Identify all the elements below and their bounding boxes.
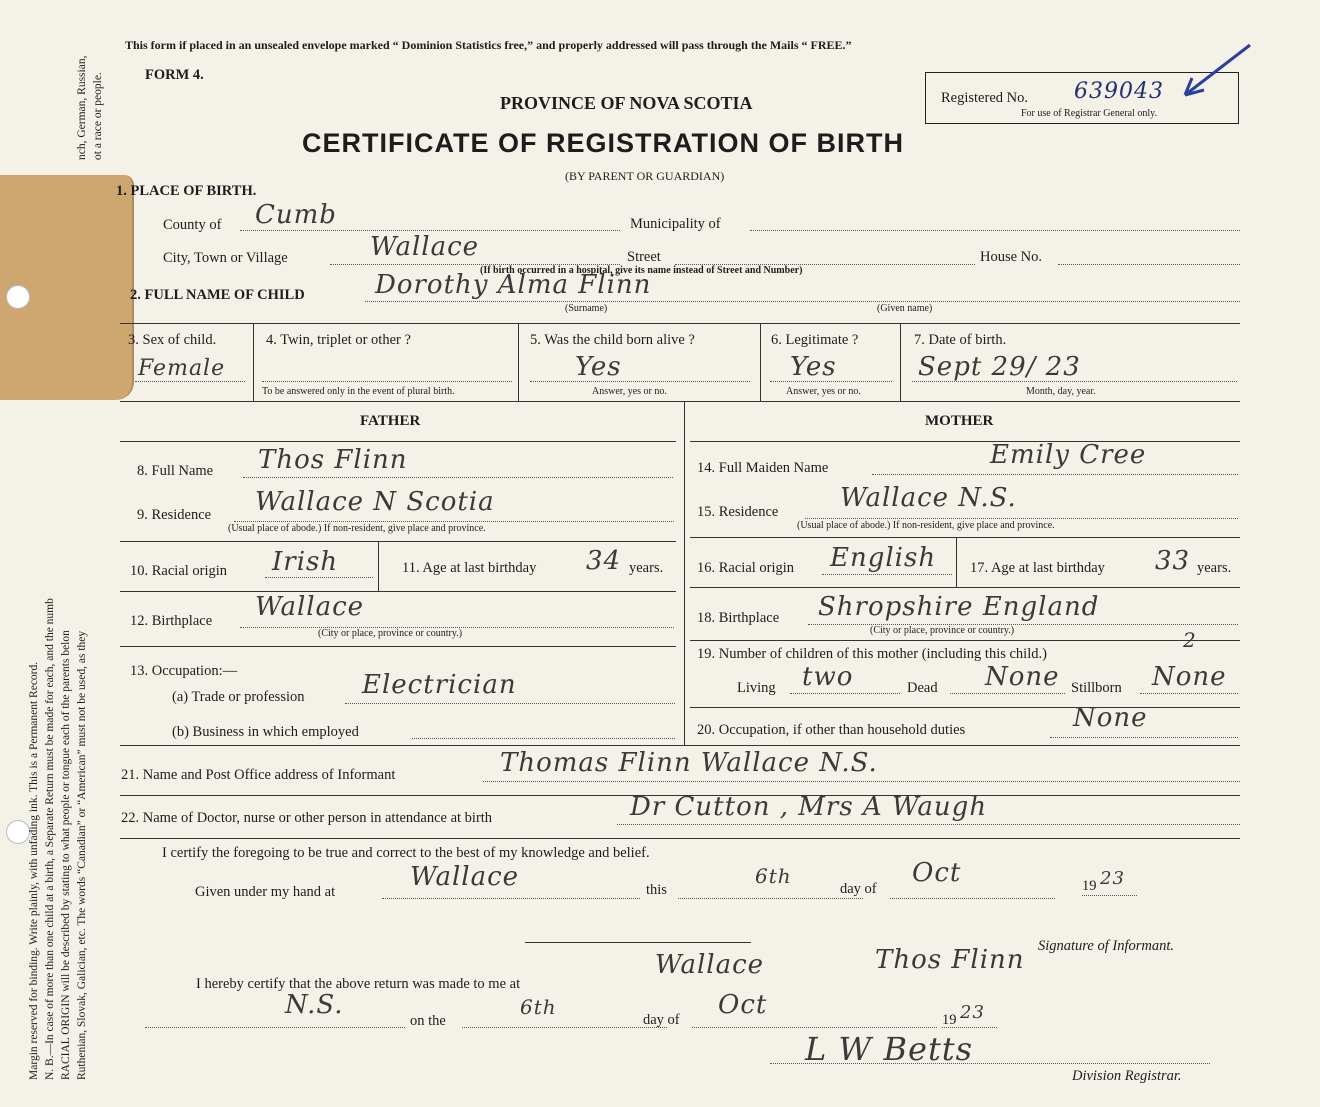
alive-note: Answer, yes or no. xyxy=(592,386,667,397)
twin-line xyxy=(262,381,512,382)
dob-value: Sept 29/ 23 xyxy=(918,352,1081,382)
registrar-place-value: Wallace xyxy=(655,950,765,980)
registrar-place2-value: N.S. xyxy=(285,990,344,1020)
mother-dead-value: None xyxy=(985,662,1060,692)
child-name-value: Dorothy Alma Flinn xyxy=(375,270,652,300)
mother-age-divider xyxy=(956,537,957,587)
legitimate-label: 6. Legitimate ? xyxy=(771,332,859,348)
registrar-day-of-label: day of xyxy=(643,1012,680,1028)
registrar-year-prefix: 19 xyxy=(942,1012,957,1028)
father-age-rule xyxy=(120,591,676,592)
given-day-of-label: day of xyxy=(840,881,877,897)
given-day-line xyxy=(678,898,863,899)
given-name-note: (Given name) xyxy=(877,303,933,314)
mother-children-rule xyxy=(690,707,1240,708)
side-note-4: Ruthenian, Slovak, Galician, etc. The words “Canadian” or “American” must not be used, as they xyxy=(76,630,88,1080)
mother-racial-label: 16. Racial origin xyxy=(697,560,795,576)
registered-label: Registered No. xyxy=(941,90,1028,106)
mother-birthplace-value: Shropshire England xyxy=(818,592,1100,622)
father-name-label: 8. Full Name xyxy=(137,463,214,479)
twin-note: To be answered only in the event of plural birth. xyxy=(262,386,455,397)
certificate-title: CERTIFICATE OF REGISTRATION OF BIRTH xyxy=(302,128,904,158)
registered-number: 639043 xyxy=(1074,79,1164,104)
mother-birthplace-rule xyxy=(690,640,1240,641)
informant-line xyxy=(483,781,1240,782)
legitimate-note: Answer, yes or no. xyxy=(786,386,861,397)
father-age-unit: years. xyxy=(629,560,664,576)
county-line xyxy=(240,230,620,231)
registrar-year-line xyxy=(942,1027,997,1028)
given-place-line xyxy=(382,898,640,899)
father-residence-value: Wallace N Scotia xyxy=(255,487,495,517)
given-month-line xyxy=(890,898,1055,899)
father-racial-label: 10. Racial origin xyxy=(130,563,228,579)
hospital-note: (If birth occurred in a hospital, give its name instead of Street and Number) xyxy=(480,265,803,276)
county-label: County of xyxy=(163,217,222,233)
registrar-year-value: 23 xyxy=(960,1002,985,1023)
signature-label: Signature of Informant. xyxy=(1038,938,1175,954)
mother-residence-value: Wallace N.S. xyxy=(840,483,1017,513)
father-trade-label: (a) Trade or profession xyxy=(172,689,305,705)
registrar-statement: I hereby certify that the above return was made to me at xyxy=(196,976,521,992)
dob-label: 7. Date of birth. xyxy=(914,332,1007,348)
registrar-label: Division Registrar. xyxy=(1072,1068,1182,1084)
legitimate-value: Yes xyxy=(790,352,837,382)
registrar-on-the-label: on the xyxy=(410,1013,446,1029)
mother-name-value: Emily Cree xyxy=(990,440,1147,470)
father-res-rule xyxy=(120,541,676,542)
doctor-bottom-rule xyxy=(120,838,1240,839)
side-note-top-2: ot a race or people. xyxy=(92,72,104,160)
mother-name-label: 14. Full Maiden Name xyxy=(697,460,829,476)
father-birthplace-rule xyxy=(120,646,676,647)
doctor-value: Dr Cutton , Mrs A Waugh xyxy=(630,792,988,822)
punch-hole-2 xyxy=(6,820,30,844)
this-label: this xyxy=(646,882,667,898)
informant-label: 21. Name and Post Office address of Informant xyxy=(121,767,396,783)
mother-occupation-value: None xyxy=(1073,703,1148,733)
registrar-month-line xyxy=(692,1027,937,1028)
mother-children-label: 19. Number of children of this mother (including this child.) xyxy=(697,646,1047,662)
father-occupation-label: 13. Occupation:— xyxy=(130,663,238,679)
city-label: City, Town or Village xyxy=(163,250,288,266)
given-month-value: Oct xyxy=(912,858,962,888)
row3-divider-4 xyxy=(900,323,901,401)
informant-value: Thomas Flinn Wallace N.S. xyxy=(500,748,878,778)
city-value: Wallace xyxy=(370,232,480,262)
given-day-value: 6th xyxy=(755,864,792,888)
certify-statement: I certify the foregoing to be true and correct to the best of my knowledge and belief. xyxy=(162,845,650,861)
father-heading: FATHER xyxy=(360,413,421,429)
street-label: Street xyxy=(627,249,661,265)
father-business-label: (b) Business in which employed xyxy=(172,724,359,740)
dob-note: Month, day, year. xyxy=(1026,386,1096,397)
alive-line xyxy=(530,381,750,382)
father-name-value: Thos Flinn xyxy=(258,445,408,475)
given-year-line xyxy=(1082,895,1137,896)
given-year-value: 23 xyxy=(1100,868,1125,889)
father-racial-value: Irish xyxy=(272,547,339,577)
registrar-general-note: For use of Registrar General only. xyxy=(1021,108,1157,119)
mother-age-value: 33 xyxy=(1155,546,1191,576)
mother-res-rule xyxy=(690,537,1240,538)
house-line xyxy=(1058,264,1240,265)
father-residence-note: (Usual place of abode.) If non-resident, give place and province. xyxy=(228,523,486,534)
mother-living-value: two xyxy=(802,662,854,692)
father-residence-label: 9. Residence xyxy=(137,507,212,523)
given-year-prefix: 19 xyxy=(1082,878,1097,894)
twin-label: 4. Twin, triplet or other ? xyxy=(266,332,411,348)
mother-stillborn-value: None xyxy=(1152,662,1227,692)
father-residence-line xyxy=(234,521,674,522)
mother-racial-line xyxy=(822,574,952,575)
surname-note: (Surname) xyxy=(565,303,608,314)
place-of-birth-heading: 1. PLACE OF BIRTH. xyxy=(116,183,257,199)
mother-living-line xyxy=(790,693,900,694)
mother-age-rule xyxy=(690,587,1240,588)
father-age-label: 11. Age at last birthday xyxy=(402,560,537,576)
province-heading: PROVINCE OF NOVA SCOTIA xyxy=(500,93,753,113)
county-value: Cumb xyxy=(255,200,337,230)
father-business-line xyxy=(412,738,675,739)
informant-top-rule xyxy=(120,745,1240,746)
sex-label: 3. Sex of child. xyxy=(128,332,217,348)
mother-birthplace-note: (City or place, province or country.) xyxy=(870,625,1015,636)
father-racial-line xyxy=(265,577,373,578)
registrar-place-line xyxy=(145,1027,405,1028)
mother-dead-label: Dead xyxy=(907,680,938,696)
side-note-1: Margin reserved for binding. Write plainly, with unfading ink. This is a Permanent Record. xyxy=(28,661,40,1080)
registrar-month-value: Oct xyxy=(718,990,768,1020)
mother-stillborn-line xyxy=(1140,693,1238,694)
municipality-label: Municipality of xyxy=(630,216,721,232)
punch-hole-1 xyxy=(6,285,30,309)
alive-label: 5. Was the child born alive ? xyxy=(530,332,695,348)
mother-residence-note: (Usual place of abode.) If non-resident, give place and province. xyxy=(797,520,1055,531)
child-name-line xyxy=(365,301,1240,302)
mail-notice: This form if placed in an unsealed envelope marked “ Dominion Statistics free,” and properly addressed will pass through the Mails “ FREE.” xyxy=(125,38,852,52)
mother-occupation-line xyxy=(1050,737,1238,738)
father-trade-value: Electrician xyxy=(362,670,517,700)
mother-age-unit: years. xyxy=(1197,560,1232,576)
row3-top-rule xyxy=(120,323,1240,324)
legitimate-line xyxy=(770,381,892,382)
mother-living-label: Living xyxy=(737,680,776,696)
row3-divider-2 xyxy=(518,323,519,401)
doctor-line xyxy=(617,824,1240,825)
given-under-label: Given under my hand at xyxy=(195,884,336,900)
mother-occupation-label: 20. Occupation, if other than household duties xyxy=(697,722,966,738)
father-age-divider xyxy=(378,541,379,591)
municipality-line xyxy=(750,230,1240,231)
mother-stillborn-label: Stillborn xyxy=(1071,680,1122,696)
form-number: FORM 4. xyxy=(145,67,204,83)
side-note-2: N. B.—In case of more than one child at a birth, a Separate Return must be made for each, and the numb xyxy=(44,598,56,1080)
mother-age-label: 17. Age at last birthday xyxy=(970,560,1105,576)
registrar-day-value: 6th xyxy=(520,995,557,1019)
doctor-label: 22. Name of Doctor, nurse or other person in attendance at birth xyxy=(121,810,493,826)
mother-heading: MOTHER xyxy=(925,413,994,429)
binding-margin xyxy=(0,0,112,1107)
mother-residence-label: 15. Residence xyxy=(697,504,779,520)
father-trade-line xyxy=(345,703,675,704)
informant-signature: Thos Flinn xyxy=(875,945,1025,975)
row3-bottom-rule xyxy=(120,401,1240,402)
father-birthplace-note: (City or place, province or country.) xyxy=(318,628,463,639)
mother-name-line xyxy=(872,474,1238,475)
mother-birthplace-label: 18. Birthplace xyxy=(697,610,780,626)
row3-divider-1 xyxy=(253,323,254,401)
mother-children-mark: 2 xyxy=(1183,628,1197,652)
father-name-line xyxy=(243,477,673,478)
side-note-top: nch, German, Russian, xyxy=(76,55,88,160)
mother-residence-line xyxy=(805,518,1238,519)
given-place-value: Wallace xyxy=(410,862,520,892)
child-name-heading: 2. FULL NAME OF CHILD xyxy=(130,287,305,303)
sex-line xyxy=(135,381,245,382)
house-label: House No. xyxy=(980,249,1043,265)
row3-divider-3 xyxy=(760,323,761,401)
signature-rule xyxy=(525,942,751,943)
dob-line xyxy=(912,381,1237,382)
registrar-signature-line xyxy=(770,1063,1210,1064)
sex-value: Female xyxy=(138,356,226,381)
father-age-value: 34 xyxy=(586,546,622,576)
parents-header-rule-left xyxy=(120,441,676,442)
mother-dead-line xyxy=(950,693,1065,694)
father-birthplace-label: 12. Birthplace xyxy=(130,613,213,629)
mother-racial-value: English xyxy=(830,543,937,573)
certificate-subtitle: (BY PARENT OR GUARDIAN) xyxy=(565,169,725,183)
father-birthplace-value: Wallace xyxy=(255,592,365,622)
parents-header-rule-right xyxy=(690,441,1240,442)
alive-value: Yes xyxy=(575,352,622,382)
check-arrow-icon xyxy=(1180,40,1255,100)
side-note-3: RACIAL ORIGIN will be described by stating to what people or tongue each of the parents belon xyxy=(60,630,72,1080)
registrar-day-line xyxy=(462,1027,667,1028)
parents-divider xyxy=(684,401,685,745)
registrar-signature: L W Betts xyxy=(805,1030,974,1068)
